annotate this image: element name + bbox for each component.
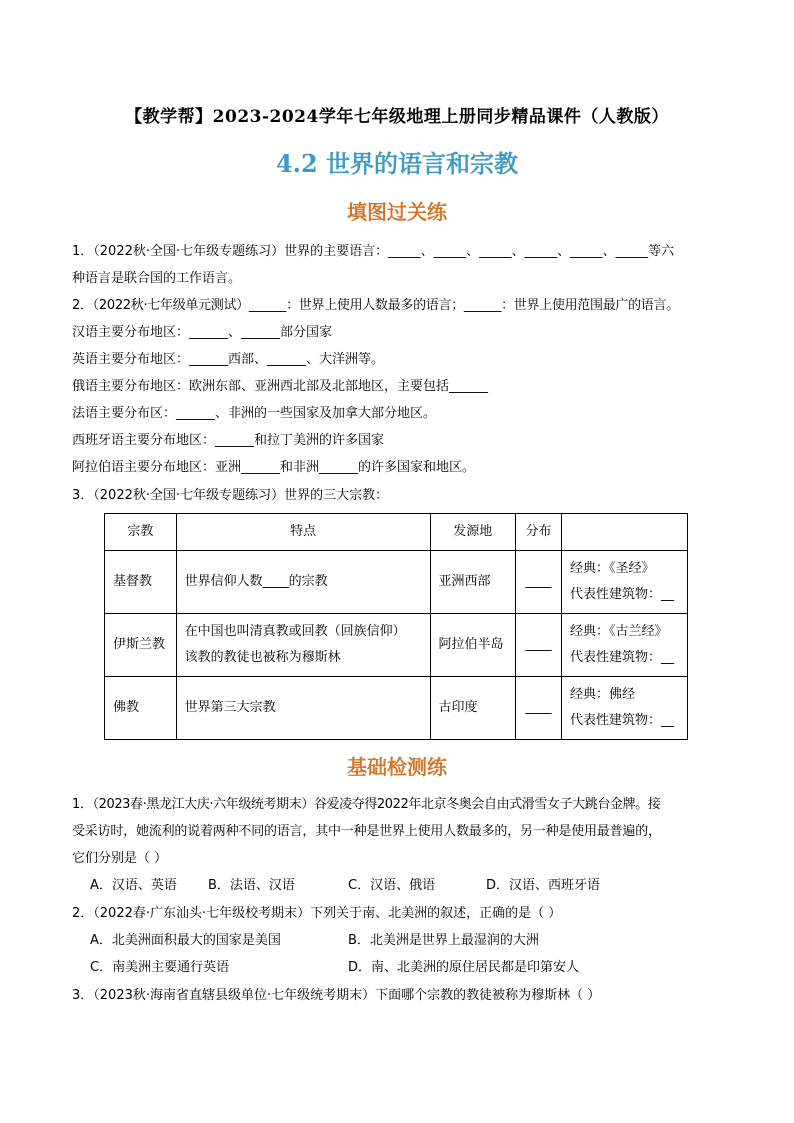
test-question-2-line-1: 2．（2022春·广东汕头·七年级校考期末）下列关于南、北美洲的叙述，正确的是（ ） bbox=[72, 906, 562, 921]
religion-name: 佛教 bbox=[105, 677, 177, 740]
test-q1-option-b[interactable]: B．法语、汉语 bbox=[208, 878, 295, 893]
lesson-title: 4.2 世界的语言和宗教 bbox=[275, 149, 519, 178]
test-q2-option-d[interactable]: D．南、北美洲的原住居民都是印第安人 bbox=[348, 960, 580, 975]
test-q1-option-a[interactable]: A．汉语、英语 bbox=[90, 878, 177, 893]
feature-line: 世界第三大宗教 bbox=[184, 700, 276, 715]
test-question-3-line-1: 3．（2023秋·海南省直辖县级单位·七年级统考期末）下面哪个宗教的教徒被称为穆斯林（ ） bbox=[72, 988, 601, 1003]
question-1-line-1: 1．（2022秋·全国·七年级专题练习）世界的主要语言：_____、_____、_____、_____、_____、_____等六 bbox=[72, 244, 675, 259]
test-q2-option-a[interactable]: A．北美洲面积最大的国家是美国 bbox=[90, 933, 281, 948]
question-2-line-1: 2．（2022秋·七年级单元测试）______：世界上使用人数最多的语言；______：世界上使用范围最广的语言。 bbox=[72, 298, 679, 313]
section-title-basic-test: 基础检测练 bbox=[347, 755, 447, 779]
religion-building: 代表性建筑物：__ bbox=[570, 713, 675, 728]
question-2-spanish: 西班牙语主要分布地区：______和拉丁美洲的许多国家 bbox=[72, 433, 385, 448]
feature-line: 在中国也叫清真教或回教（回族信仰） bbox=[184, 624, 406, 639]
header-religion: 宗教 bbox=[105, 514, 177, 551]
test-question-1-line-3: 它们分别是（ ） bbox=[72, 851, 168, 866]
religion-classic-cell bbox=[562, 677, 688, 740]
question-2-russian: 俄语主要分布地区：欧洲东部、亚洲西北部及北部地区，主要包括______ bbox=[72, 379, 489, 394]
question-1-line-2: 种语言是联合国的工作语言。 bbox=[72, 271, 242, 286]
question-2-arabic: 阿拉伯语主要分布地区：亚洲______和非洲______的许多国家和地区。 bbox=[72, 460, 476, 475]
feature-line: 世界信仰人数____的宗教 bbox=[184, 574, 328, 589]
header-origin: 发源地 bbox=[430, 514, 516, 551]
religion-classic: 经典：《古兰经》 bbox=[570, 624, 668, 639]
test-q2-option-b[interactable]: B．北美洲是世界上最湿润的大洲 bbox=[348, 933, 539, 948]
header-feature: 特点 bbox=[176, 514, 430, 551]
question-3-line-1: 3．（2022秋·全国·七年级专题练习）世界的三大宗教： bbox=[72, 488, 389, 503]
header-distribution: 分布 bbox=[516, 514, 562, 551]
table-header-row bbox=[105, 514, 688, 551]
feature-line: 该教的教徒也被称为穆斯林 bbox=[184, 650, 341, 665]
table-row bbox=[105, 677, 688, 740]
religion-building: 代表性建筑物：__ bbox=[570, 587, 675, 602]
religion-name: 伊斯兰教 bbox=[105, 614, 177, 677]
religion-classic: 经典：《圣经》 bbox=[570, 561, 655, 576]
test-q1-option-c[interactable]: C．汉语、俄语 bbox=[348, 878, 436, 893]
religion-distribution: ____ bbox=[516, 677, 562, 740]
religion-classic-cell bbox=[562, 551, 688, 614]
religion-distribution: ____ bbox=[516, 551, 562, 614]
religion-name: 基督教 bbox=[105, 551, 177, 614]
religion-classic: 经典：佛经 bbox=[570, 687, 636, 702]
test-q1-option-d[interactable]: D．汉语、西班牙语 bbox=[486, 878, 601, 893]
question-2-french: 法语主要分布区：______、非洲的一些国家及加拿大部分地区。 bbox=[72, 406, 437, 421]
religion-table bbox=[104, 513, 688, 740]
religion-feature bbox=[176, 677, 430, 740]
table-row bbox=[105, 551, 688, 614]
table-row bbox=[105, 614, 688, 677]
question-2-english: 英语主要分布地区：______西部、______、大洋洲等。 bbox=[72, 352, 385, 367]
section-title-fill-map: 填图过关练 bbox=[347, 200, 447, 224]
courseware-title: 【教学帮】2023-2024学年七年级地理上册同步精品课件（人教版） bbox=[125, 107, 669, 127]
religion-distribution: ____ bbox=[516, 614, 562, 677]
religion-origin: 阿拉伯半岛 bbox=[430, 614, 516, 677]
religion-origin: 古印度 bbox=[430, 677, 516, 740]
religion-building: 代表性建筑物：__ bbox=[570, 650, 675, 665]
header-blank bbox=[562, 514, 688, 551]
religion-classic-cell bbox=[562, 614, 688, 677]
religion-feature bbox=[176, 614, 430, 677]
test-question-1-line-2: 受采访时，她流利的说着两种不同的语言，其中一种是世界上使用人数最多的，另一种是使用最普遍的， bbox=[72, 824, 661, 839]
religion-origin: 亚洲西部 bbox=[430, 551, 516, 614]
test-question-1-line-1: 1．（2023春·黑龙江大庆·六年级统考期末）谷爱凌夺得2022年北京冬奥会自由式滑雪女子大跳台金牌。接 bbox=[72, 797, 661, 812]
question-2-chinese: 汉语主要分布地区：______、______部分国家 bbox=[72, 325, 333, 340]
test-q2-option-c[interactable]: C．南美洲主要通行英语 bbox=[90, 960, 230, 975]
religion-feature bbox=[176, 551, 430, 614]
